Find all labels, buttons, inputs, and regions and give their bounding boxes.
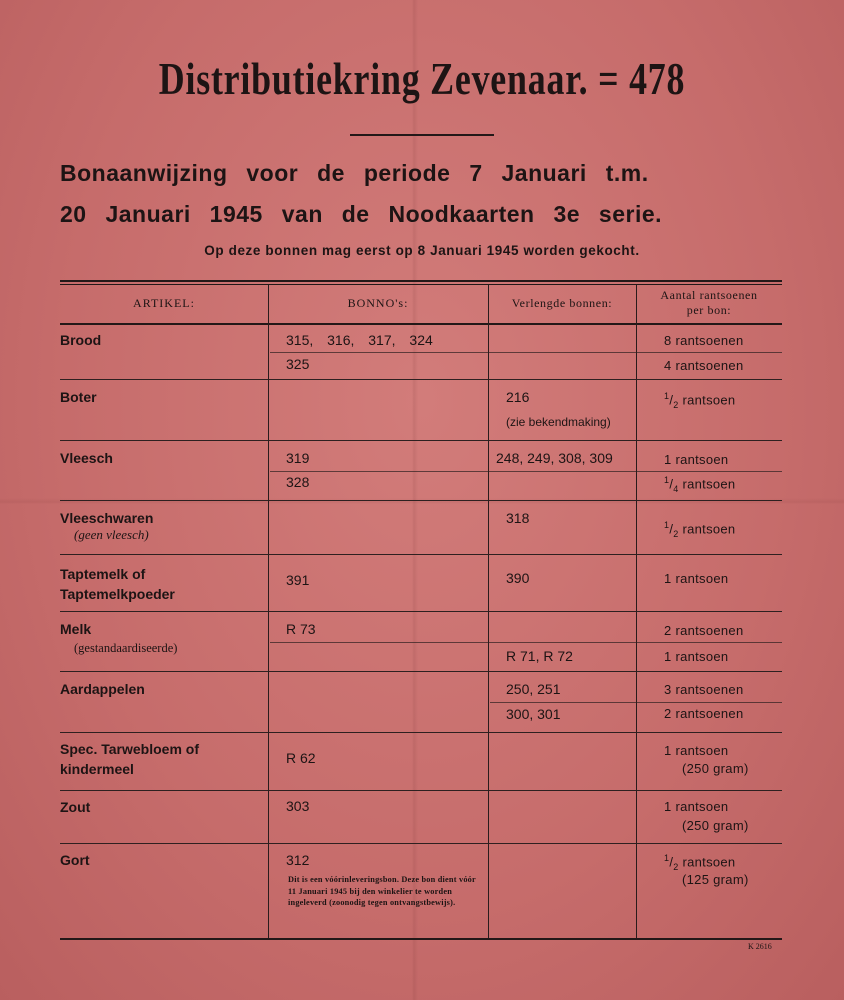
row-separator xyxy=(60,500,782,501)
row-gort-artikel: Gort xyxy=(60,852,90,868)
row-melk-ration-1: 2 rantsoenen xyxy=(664,623,744,638)
row-vleeschwaren-verlengd: 318 xyxy=(506,510,530,526)
row-boter-verlengd-note: (zie bekendmaking) xyxy=(506,415,611,429)
row-separator xyxy=(60,843,782,844)
col-header-verlengde: Verlengde bonnen: xyxy=(511,296,613,310)
row-gort-ration-2: (125 gram) xyxy=(682,872,749,887)
row-zout-ration-2: (250 gram) xyxy=(682,818,749,833)
title-underline xyxy=(350,134,494,136)
table-bottom-rule xyxy=(60,938,782,940)
row-separator xyxy=(60,379,782,380)
row-gort-bon: 312 xyxy=(286,852,310,868)
row-tarwebloem-artikel-1: Spec. Tarwebloem of xyxy=(60,741,199,757)
row-aardappelen-verlengd-2: 300, 301 xyxy=(506,706,561,722)
row-aardappelen-ration-2: 2 rantsoenen xyxy=(664,706,744,721)
row-brood-ration-2: 4 rantsoenen xyxy=(664,358,744,373)
row-vleesch-bon-1: 319 xyxy=(286,450,310,466)
row-zout-bon: 303 xyxy=(286,798,310,814)
row-aardappelen-verlengd-1: 250, 251 xyxy=(506,681,561,697)
subrow-separator xyxy=(490,702,782,703)
row-tarwebloem-bon: R 62 xyxy=(286,750,316,766)
row-tarwebloem-ration-2: (250 gram) xyxy=(682,761,749,776)
row-boter-ration: $^1/_2$ rantsoen xyxy=(664,391,736,410)
row-tarwebloem-artikel-2: kindermeel xyxy=(60,761,134,777)
print-code: K 2616 xyxy=(748,942,772,951)
row-taptemelk-bon: 391 xyxy=(286,572,310,588)
row-brood-artikel: Brood xyxy=(60,332,102,348)
row-boter-artikel: Boter xyxy=(60,389,97,405)
row-vleeschwaren-ration: $^1/_2$ rantsoen xyxy=(664,520,736,539)
row-vleesch-ration-2: $^1/_4$ rantsoen xyxy=(664,475,736,494)
row-zout-ration-1: 1 rantsoen xyxy=(664,799,729,814)
row-brood-bon-2: 325 xyxy=(286,356,310,372)
table-top-rule-2 xyxy=(60,284,782,285)
row-melk-bon: R 73 xyxy=(286,621,316,637)
row-melk-sub: (gestandaardiseerde) xyxy=(74,641,178,655)
row-brood-bon-1: 315, 316, 317, 324 xyxy=(286,332,433,348)
row-vleesch-verlengd: 248, 249, 308, 309 xyxy=(496,450,613,466)
purchase-note: Op deze bonnen mag eerst op 8 Januari 1945 worden gekocht. xyxy=(204,243,640,258)
table-top-rule xyxy=(60,280,782,282)
subrow-separator xyxy=(270,352,782,353)
row-aardappelen-artikel: Aardappelen xyxy=(60,681,145,697)
row-gort-ration-1: $^1/_2$ rantsoen xyxy=(664,853,736,872)
row-melk-ration-2: 1 rantsoen xyxy=(664,649,729,664)
page-title: Distributiekring Zevenaar. = 478 xyxy=(158,53,686,104)
row-vleeschwaren-sub: (geen vleesch) xyxy=(74,527,149,542)
row-melk-verlengd: R 71, R 72 xyxy=(506,648,573,664)
row-taptemelk-ration: 1 rantsoen xyxy=(664,571,729,586)
row-taptemelk-artikel-1: Taptemelk of xyxy=(60,566,146,582)
col-header-aantal: Aantal rantsoenen xyxy=(660,288,758,302)
row-separator xyxy=(60,671,782,672)
row-zout-artikel: Zout xyxy=(60,799,91,815)
subrow-separator xyxy=(270,642,782,643)
row-aardappelen-ration-1: 3 rantsoenen xyxy=(664,682,744,697)
table-header-rule xyxy=(60,323,782,325)
row-vleesch-bon-2: 328 xyxy=(286,474,310,490)
col-header-bonnos: BONNO's: xyxy=(347,296,409,310)
row-taptemelk-artikel-2: Taptemelkpoeder xyxy=(60,586,175,602)
row-boter-verlengd: 216 xyxy=(506,389,530,405)
subtitle-line-2: 20 Januari 1945 van de Noodkaarten 3e serie. xyxy=(60,201,663,227)
row-tarwebloem-ration-1: 1 rantsoen xyxy=(664,743,729,758)
row-brood-ration-1: 8 rantsoenen xyxy=(664,333,744,348)
row-separator xyxy=(60,554,782,555)
row-vleesch-artikel: Vleesch xyxy=(60,450,113,466)
subrow-separator xyxy=(270,471,782,472)
row-vleeschwaren-artikel: Vleeschwaren xyxy=(60,510,154,526)
row-vleesch-ration-1: 1 rantsoen xyxy=(664,452,729,467)
row-taptemelk-verlengd: 390 xyxy=(506,570,530,586)
col-header-perbon: per bon: xyxy=(686,303,732,317)
row-melk-artikel: Melk xyxy=(60,621,92,637)
row-gort-note: Dit is een vóórinleveringsbon. Deze bon dient vóór 11 Januari 1945 bij den winkelier te worden ingeleverd (zoonodig tegen ontvangstbewijs). xyxy=(288,875,476,908)
row-separator xyxy=(60,790,782,791)
row-separator xyxy=(60,611,782,612)
row-separator xyxy=(60,732,782,733)
col-header-artikel: ARTIKEL: xyxy=(133,296,195,310)
subtitle-line-1: Bonaanwijzing voor de periode 7 Januari t.m. xyxy=(60,160,649,186)
row-separator xyxy=(60,440,782,441)
